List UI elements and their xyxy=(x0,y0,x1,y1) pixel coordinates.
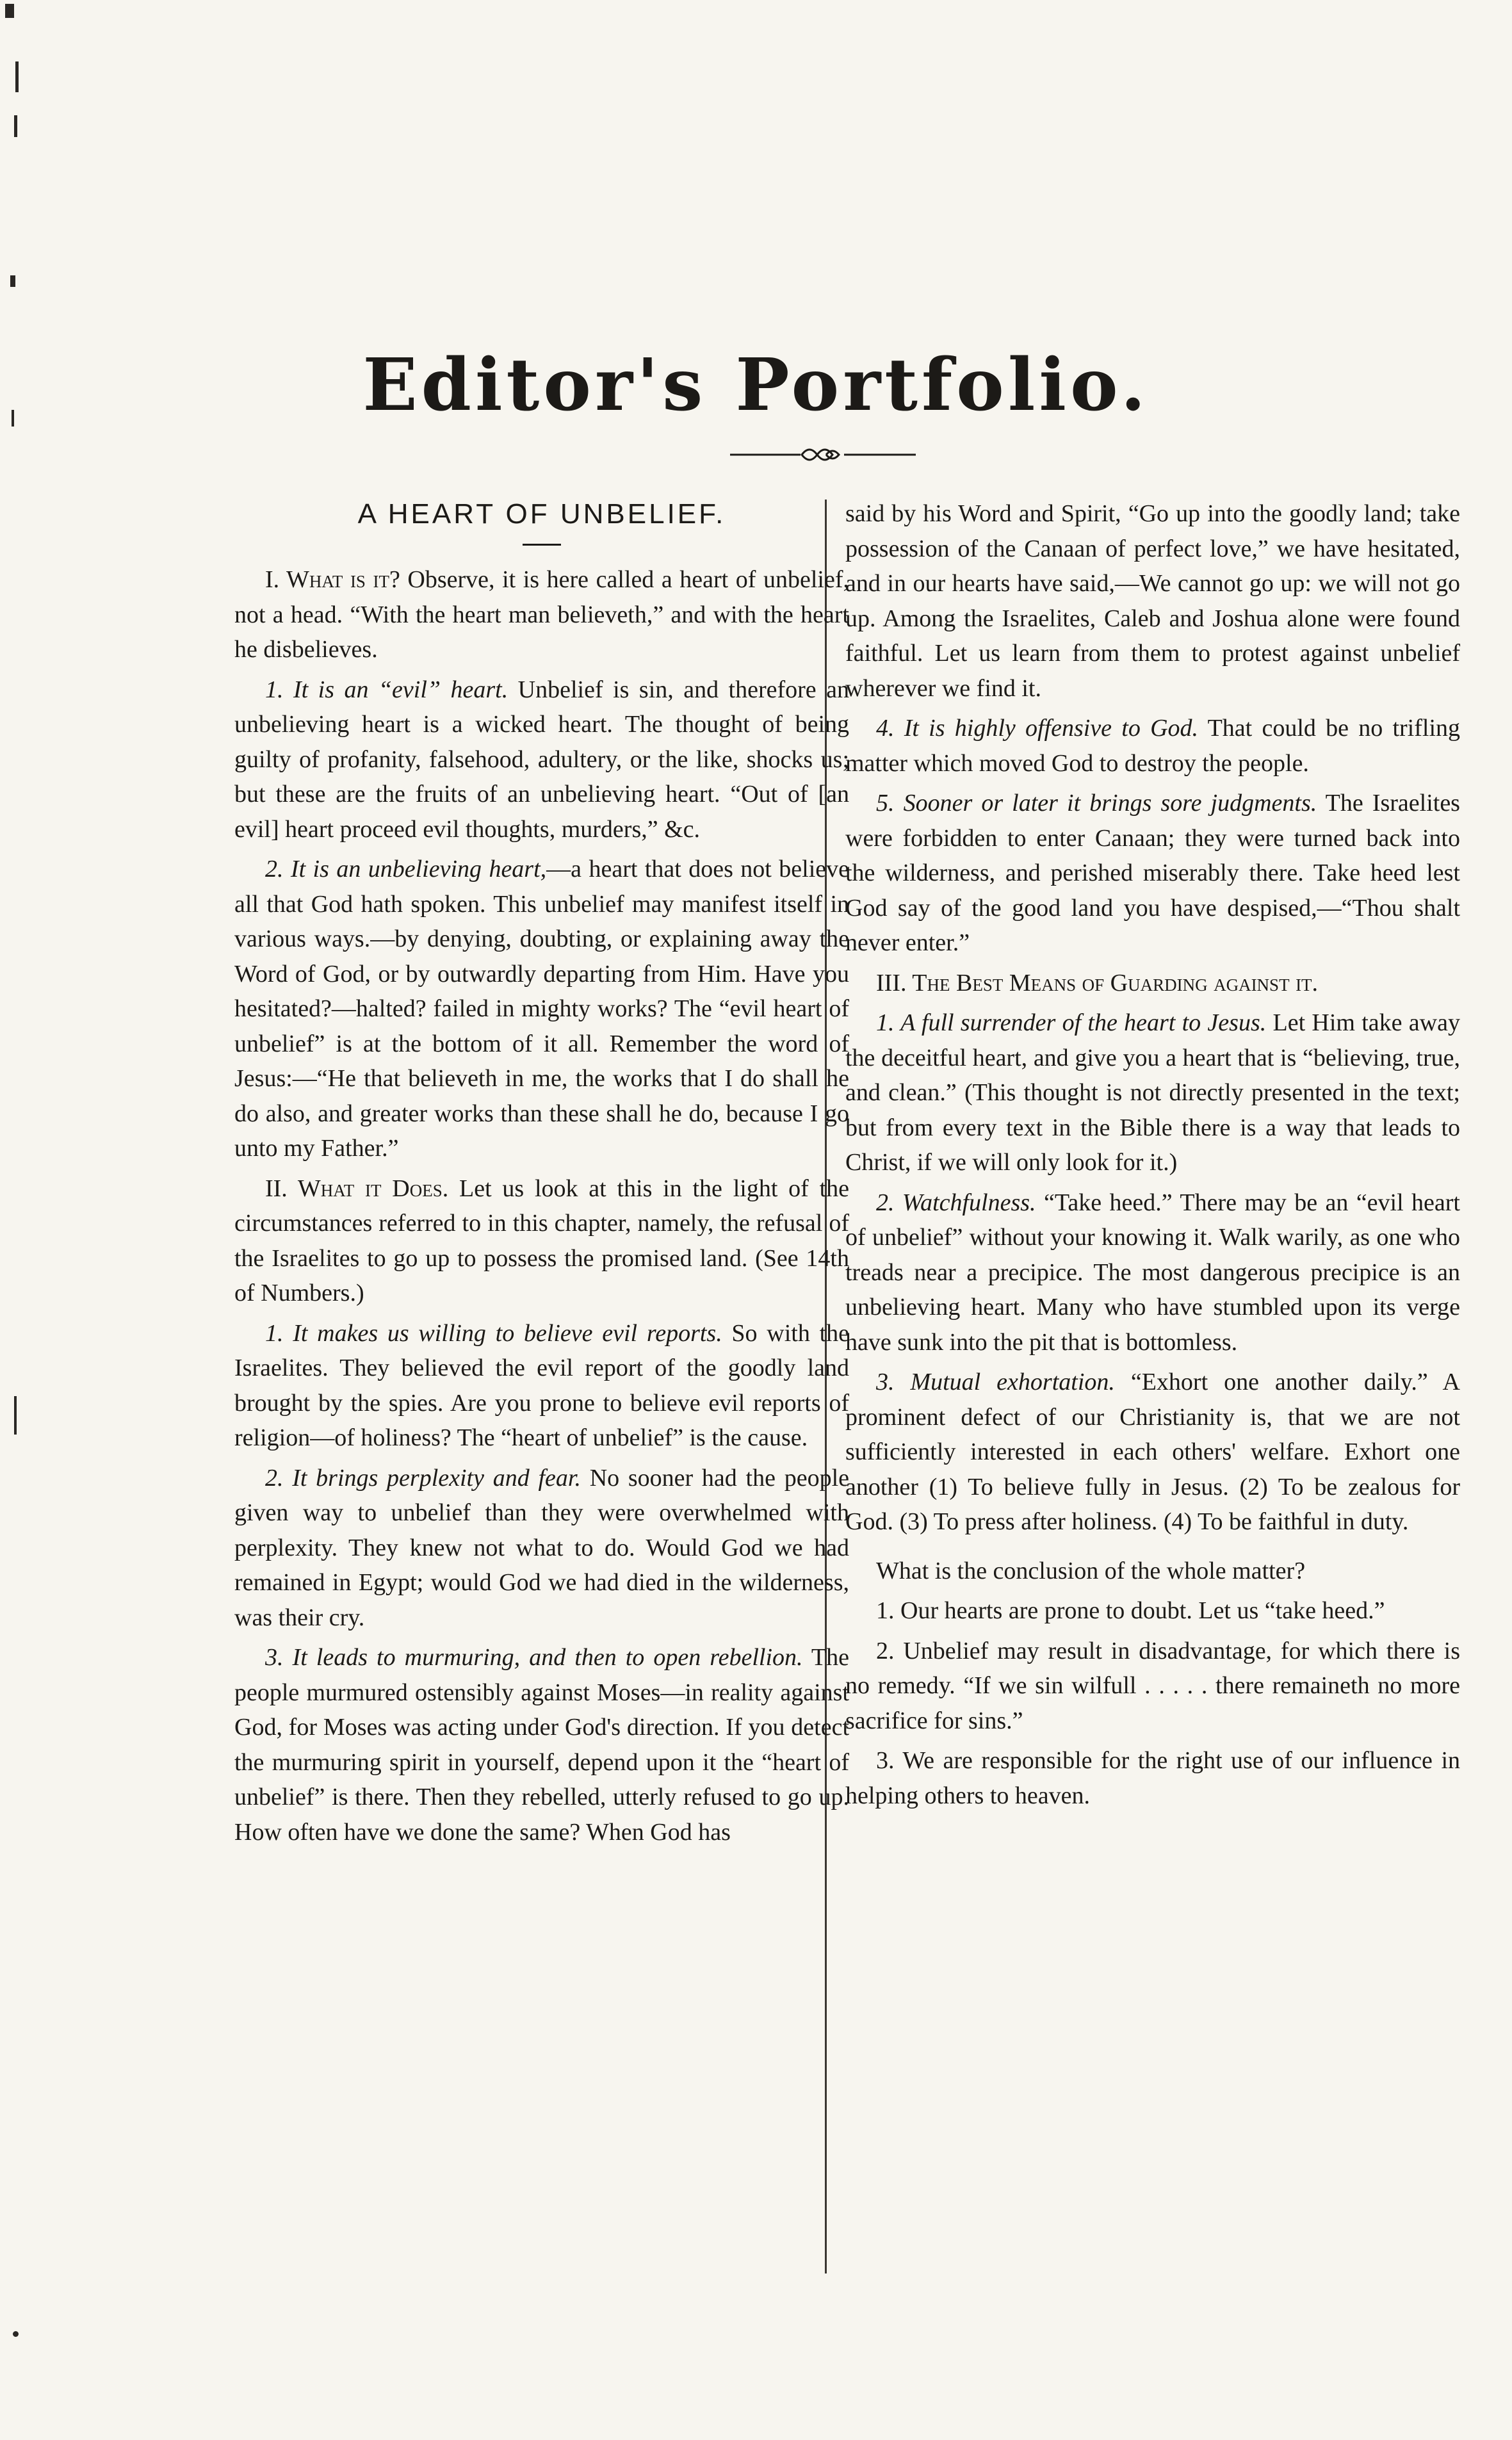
paragraph xyxy=(845,786,1460,961)
paragraph-text: 3. We are responsible for the right use of our influence in helping others to heaven. xyxy=(845,1747,1460,1809)
paragraph-text: So with the Israelites. They believed the evil report of the goodly land brought by the spies. Are you prone to believe evil reports of religion—of holiness? The “heart of unbelief” is the cause. xyxy=(234,1319,849,1451)
paragraph-text: “Exhort one another daily.” A prominent defect of our Christianity is, that we are not sufficiently interested in each others' welfare. Exhort one another (1) To believe fully in Jesus. (2) To be zealous for God. (3) To press after holiness. (4) To be faithful in duty. xyxy=(845,1369,1461,1535)
paragraph xyxy=(845,1185,1460,1360)
paragraph-text: 1. Our hearts are prone to doubt. Let us “take heed.” xyxy=(876,1597,1385,1624)
paragraph xyxy=(845,1005,1460,1180)
point-heading: 4. It is highly offensive to God. xyxy=(876,715,1199,742)
title-dash xyxy=(523,544,561,546)
paragraph xyxy=(845,1634,1460,1739)
section-heading: I. What is it? xyxy=(265,566,400,593)
point-heading: 1. It is an “evil” heart. xyxy=(265,676,508,703)
paragraph xyxy=(845,1365,1460,1540)
point-heading: 3. It leads to murmuring, and then to open rebellion. xyxy=(265,1644,803,1671)
margin-mark xyxy=(13,2331,19,2337)
paragraph xyxy=(845,1593,1460,1629)
margin-mark xyxy=(14,115,17,137)
paragraph xyxy=(234,1316,849,1456)
paragraph-text: Let us look at this in the light of the circumstances referred to in this chapter, namely, the refusal of the Israelites to go up to possess the promised land. (See 14th of Numbers.) xyxy=(234,1175,849,1306)
paragraph xyxy=(845,1743,1460,1813)
paragraph-text: The Israelites were forbidden to enter Canaan; they were turned back into the wilderness, and perished miserably there. Take heed lest God say of the good land you have despised,—“Thou shalt never enter.” xyxy=(845,790,1460,956)
paragraph-text: “Take heed.” There may be an “evil heart of unbelief” without your knowing it. Walk warily, as one who treads near a precipice. The most dangerous precipice is an unbelieving heart. Many who have stumbled upon its verge have sunk into the pit that is bottomless. xyxy=(845,1189,1460,1356)
paragraph-text: What is the conclusion of the whole matter? xyxy=(876,1557,1306,1584)
right-column xyxy=(845,496,1460,1813)
paragraph xyxy=(234,1640,849,1850)
ornament-divider xyxy=(730,442,916,468)
paragraph-text: —a heart that does not believe all that God hath spoken. This unbelief may manifest itself in various ways.—by denying, doubting, or explaining away the Word of God, or by outwardly departing from Him. Have you hesitated?—halted? failed in mighty works? The “evil heart of unbelief” is at the bottom of it all. Remember the word of Jesus:—“He that believeth in me, the works that I do shall he do also, and greater works than these shall he do, because I go unto my Father.” xyxy=(234,856,850,1162)
paragraph xyxy=(234,1461,849,1636)
margin-mark xyxy=(14,1396,17,1435)
margin-mark xyxy=(5,4,14,18)
section-heading: II. What it Does. xyxy=(265,1175,449,1202)
paragraph-continued: said by his Word and Spirit, “Go up into the goodly land; take possession of the Canaan of perfect love,” we have hesitated, and in our hearts have said,—We cannot go up: we will not go up. Among the Israelites, Caleb and Joshua alone were found faithful. Let us learn from them to protest against unbelief wherever we find it. xyxy=(845,500,1460,702)
paragraph xyxy=(234,672,849,847)
point-heading: 2. Watchfulness. xyxy=(876,1189,1036,1216)
paragraph-text: No sooner had the people given way to unbelief than they were overwhelmed with perplexity. They knew not what to do. Would God we had remained in Egypt; would God we had died in the wilderness, was their cry. xyxy=(234,1464,849,1631)
point-heading: 3. Mutual exhortation. xyxy=(876,1369,1115,1395)
point-heading: 1. It makes us willing to believe evil reports. xyxy=(265,1319,722,1347)
paragraph-text: Unbelief is sin, and therefore an unbelieving heart is a wicked heart. The thought of being guilty of profanity, falsehood, adultery, or the like, shocks us; but these are the fruits of an unbelieving heart. “Out of [an evil] heart proceed evil thoughts, murders,” &c. xyxy=(234,676,849,843)
section-heading: III. The Best Means of Guarding against it. xyxy=(876,969,1319,996)
article-title: A HEART OF UNBELIEF. xyxy=(357,498,726,530)
paragraph xyxy=(234,1171,849,1311)
paragraph xyxy=(845,711,1460,781)
point-heading: 2. It brings perplexity and fear. xyxy=(265,1464,581,1492)
point-heading: 2. It is an unbelieving heart, xyxy=(265,856,547,882)
margin-mark xyxy=(10,275,15,287)
paragraph xyxy=(234,562,849,667)
point-heading: 5. Sooner or later it brings sore judgments. xyxy=(876,790,1317,817)
paragraph xyxy=(845,966,1460,1001)
paragraph-text: Observe, it is here called a heart of unbelief, not a head. “With the heart man believeth,” and with the heart he disbelieves. xyxy=(234,566,849,663)
paragraph-text: The people murmured ostensibly against Moses—in reality against God, for Moses was acting under God's direction. If you detect the murmuring spirit in yourself, depend upon it the “heart of unbelief” is there. Then they rebelled, utterly refused to go up. How often have we done the same? When God has xyxy=(234,1644,849,1846)
paragraph xyxy=(845,1554,1460,1589)
left-column xyxy=(234,496,849,1850)
paragraph-text: Let Him take away the deceitful heart, and give you a heart that is “believing, true, and clean.” (This thought is not directly presented in the text; but from every text in the Bible there is a way that leads to Christ, if we will only look for it.) xyxy=(845,1009,1460,1176)
margin-mark xyxy=(15,61,19,92)
point-heading: 1. A full surrender of the heart to Jesus. xyxy=(876,1009,1267,1036)
paragraph-text: That could be no trifling matter which moved God to destroy the people. xyxy=(845,715,1460,777)
masthead-title: Editor's Portfolio. xyxy=(362,343,1150,427)
paragraph xyxy=(234,852,849,1166)
paragraph-text: 2. Unbelief may result in disadvantage, for which there is no remedy. “If we sin wilfull . . . . . there remaineth no more sacrifice for sins.” xyxy=(845,1637,1460,1734)
